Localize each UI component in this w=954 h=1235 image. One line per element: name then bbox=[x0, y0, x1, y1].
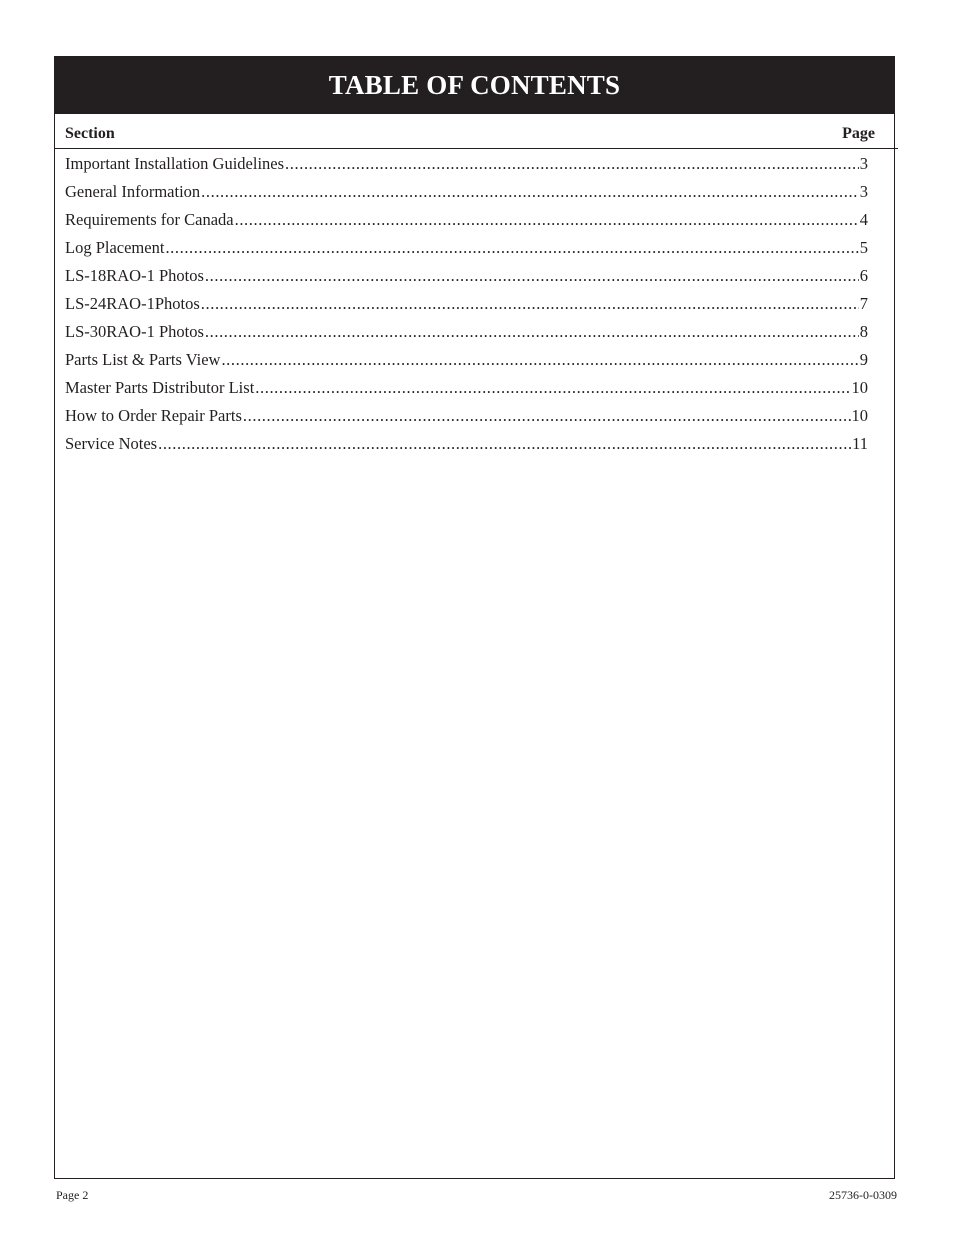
footer-page-number: Page 2 bbox=[56, 1188, 89, 1202]
dot-leader bbox=[158, 430, 851, 458]
toc-entry-title: How to Order Repair Parts bbox=[65, 406, 242, 425]
toc-entry-page: 10 bbox=[851, 378, 868, 397]
toc-entry-title: Requirements for Canada bbox=[65, 210, 234, 229]
toc-entry-page: 3 bbox=[859, 182, 868, 201]
dot-leader bbox=[201, 290, 859, 318]
toc-entry[interactable] bbox=[65, 430, 868, 458]
toc-entry-page: 11 bbox=[852, 434, 868, 453]
toc-list bbox=[65, 150, 868, 458]
toc-entry-page: 5 bbox=[859, 238, 868, 257]
toc-entry-title: General Information bbox=[65, 182, 201, 201]
dot-leader bbox=[165, 234, 858, 262]
toc-entry[interactable] bbox=[65, 290, 868, 318]
page-title: TABLE OF CONTENTS bbox=[328, 70, 621, 100]
dot-leader bbox=[221, 346, 858, 374]
toc-entry-page: 3 bbox=[859, 154, 868, 173]
toc-frame bbox=[54, 56, 895, 1179]
toc-entry[interactable] bbox=[65, 262, 868, 290]
toc-entry[interactable] bbox=[65, 150, 868, 178]
toc-entry[interactable] bbox=[65, 346, 868, 374]
dot-leader bbox=[255, 374, 850, 402]
toc-entry[interactable] bbox=[65, 318, 868, 346]
toc-entry-title: LS-30RAO-1 Photos bbox=[65, 322, 204, 341]
toc-entry-title: Parts List & Parts View bbox=[65, 350, 221, 369]
title-banner bbox=[55, 57, 894, 114]
toc-entry[interactable] bbox=[65, 206, 868, 234]
toc-entry[interactable] bbox=[65, 374, 868, 402]
dot-leader bbox=[205, 318, 859, 346]
toc-entry[interactable] bbox=[65, 234, 868, 262]
toc-entry-page: 10 bbox=[851, 406, 868, 425]
toc-entry-page: 8 bbox=[859, 322, 868, 341]
footer-doc-code: 25736-0-0309 bbox=[829, 1188, 897, 1202]
toc-entry-title: Important Installation Guidelines bbox=[65, 154, 285, 173]
toc-entry-page: 7 bbox=[859, 294, 868, 313]
toc-entry[interactable] bbox=[65, 178, 868, 206]
toc-entry-title: LS-24RAO-1Photos bbox=[65, 294, 200, 313]
dot-leader bbox=[235, 206, 859, 234]
section-column-header: Section bbox=[65, 125, 115, 142]
dot-leader bbox=[201, 178, 859, 206]
toc-entry-title: Service Notes bbox=[65, 434, 158, 453]
page-column-header: Page bbox=[842, 125, 875, 142]
toc-header-row bbox=[65, 123, 875, 145]
dot-leader bbox=[285, 150, 859, 178]
header-divider bbox=[55, 148, 898, 149]
toc-entry-page: 4 bbox=[859, 210, 868, 229]
toc-entry-page: 9 bbox=[859, 350, 868, 369]
toc-entry-title: Master Parts Distributor List bbox=[65, 378, 255, 397]
toc-entry-title: LS-18RAO-1 Photos bbox=[65, 266, 204, 285]
toc-entry-title: Log Placement bbox=[65, 238, 165, 257]
dot-leader bbox=[205, 262, 859, 290]
toc-entry[interactable] bbox=[65, 402, 868, 430]
toc-entry-page: 6 bbox=[859, 266, 868, 285]
dot-leader bbox=[243, 402, 851, 430]
